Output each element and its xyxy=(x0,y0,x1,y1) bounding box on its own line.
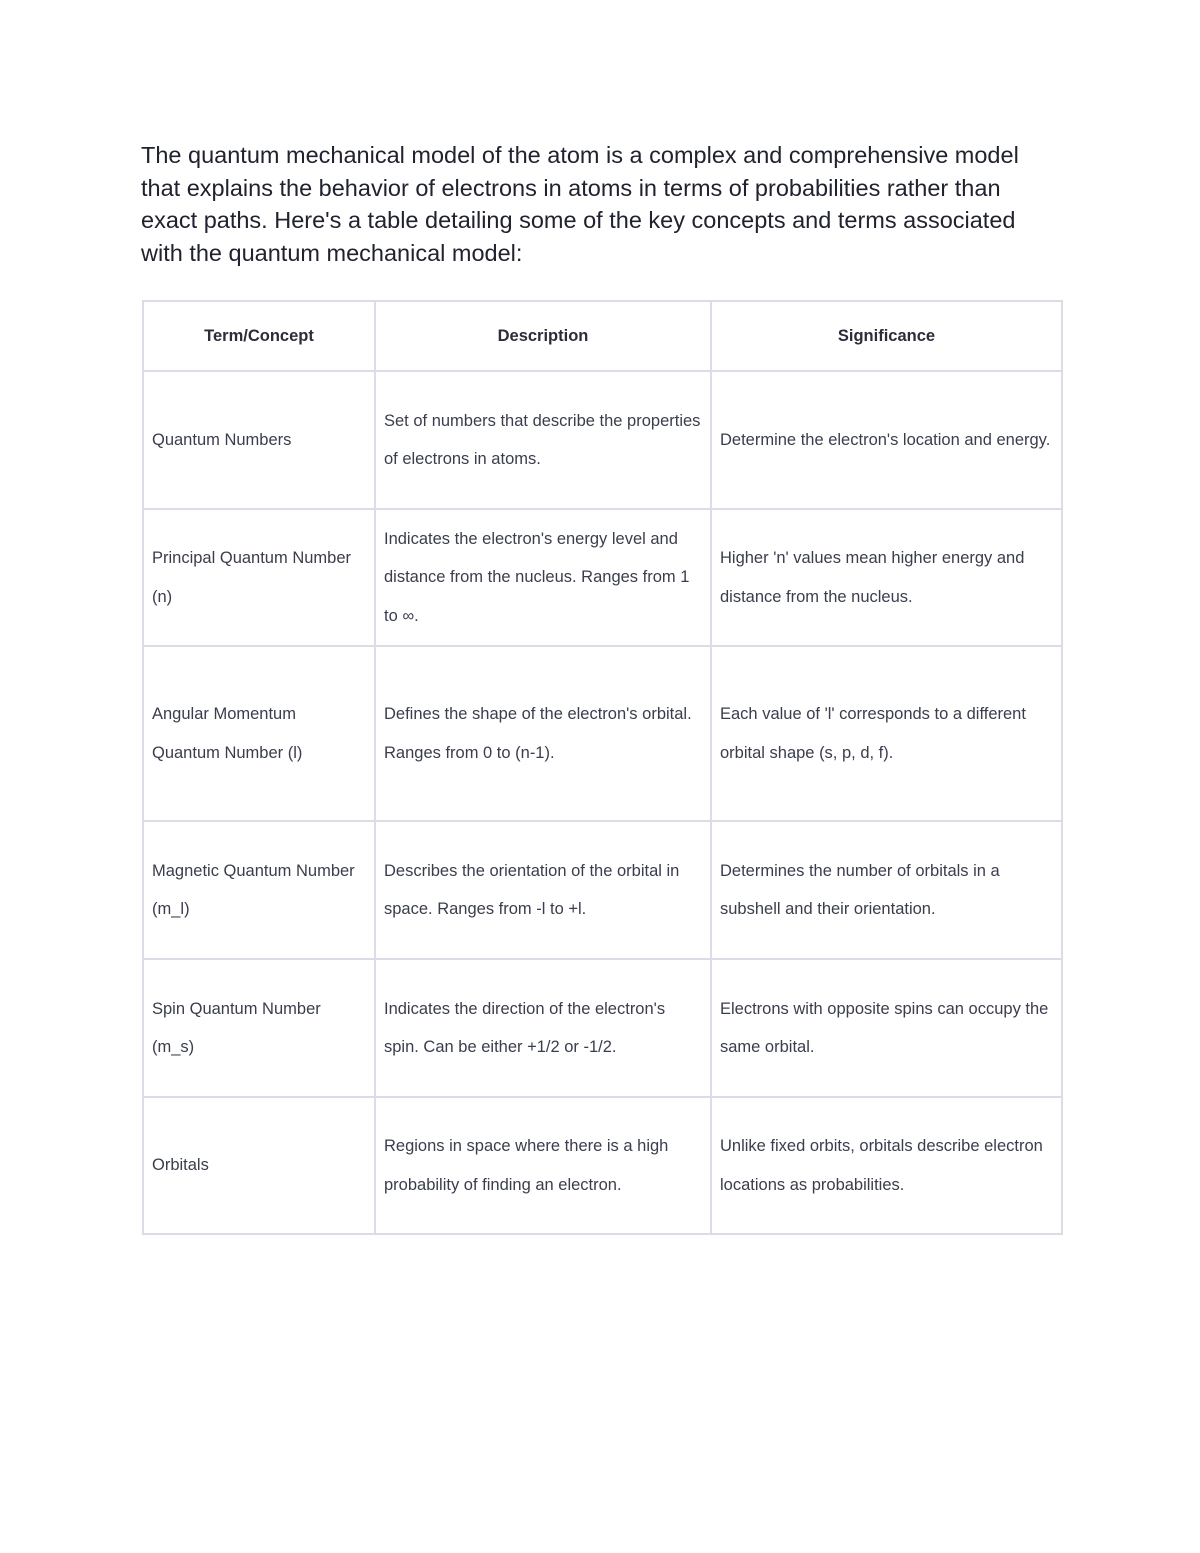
table-row xyxy=(143,371,1062,509)
description-cell: Set of numbers that describe the properties of electrons in atoms. xyxy=(375,371,711,509)
term-cell: Spin Quantum Number (m_s) xyxy=(143,959,375,1097)
significance-cell: Determine the electron's location and energy. xyxy=(711,371,1062,509)
table-header-row xyxy=(143,301,1062,371)
header-significance: Significance xyxy=(711,301,1062,371)
intro-paragraph: The quantum mechanical model of the atom is a complex and comprehensive model that explains the behavior of electrons in atoms in terms of probabilities rather than exact paths. Here's a table detailing some of the key concepts and terms associated with the quantum mechanical model: xyxy=(141,142,1019,266)
description-cell: Defines the shape of the electron's orbital. Ranges from 0 to (n-1). xyxy=(375,646,711,821)
table-row xyxy=(143,509,1062,646)
table-row xyxy=(143,1097,1062,1234)
table-row xyxy=(143,821,1062,959)
term-cell: Angular Momentum Quantum Number (l) xyxy=(143,646,375,821)
description-cell: Describes the orientation of the orbital in space. Ranges from -l to +l. xyxy=(375,821,711,959)
term-cell: Magnetic Quantum Number (m_l) xyxy=(143,821,375,959)
significance-cell: Unlike fixed orbits, orbitals describe electron locations as probabilities. xyxy=(711,1097,1062,1234)
description-cell: Regions in space where there is a high probability of finding an electron. xyxy=(375,1097,711,1234)
description-cell: Indicates the direction of the electron's spin. Can be either +1/2 or -1/2. xyxy=(375,959,711,1097)
table-row xyxy=(143,959,1062,1097)
term-cell: Orbitals xyxy=(143,1097,375,1234)
table-row xyxy=(143,646,1062,821)
description-cell: Indicates the electron's energy level and distance from the nucleus. Ranges from 1 to ∞. xyxy=(375,509,711,646)
significance-cell: Determines the number of orbitals in a subshell and their orientation. xyxy=(711,821,1062,959)
significance-cell: Electrons with opposite spins can occupy the same orbital. xyxy=(711,959,1062,1097)
significance-cell: Each value of 'l' corresponds to a different orbital shape (s, p, d, f). xyxy=(711,646,1062,821)
term-cell: Quantum Numbers xyxy=(143,371,375,509)
header-description: Description xyxy=(375,301,711,371)
term-cell: Principal Quantum Number (n) xyxy=(143,509,375,646)
significance-cell: Higher 'n' values mean higher energy and distance from the nucleus. xyxy=(711,509,1062,646)
header-term: Term/Concept xyxy=(143,301,375,371)
quantum-concepts-table xyxy=(142,300,1063,1235)
